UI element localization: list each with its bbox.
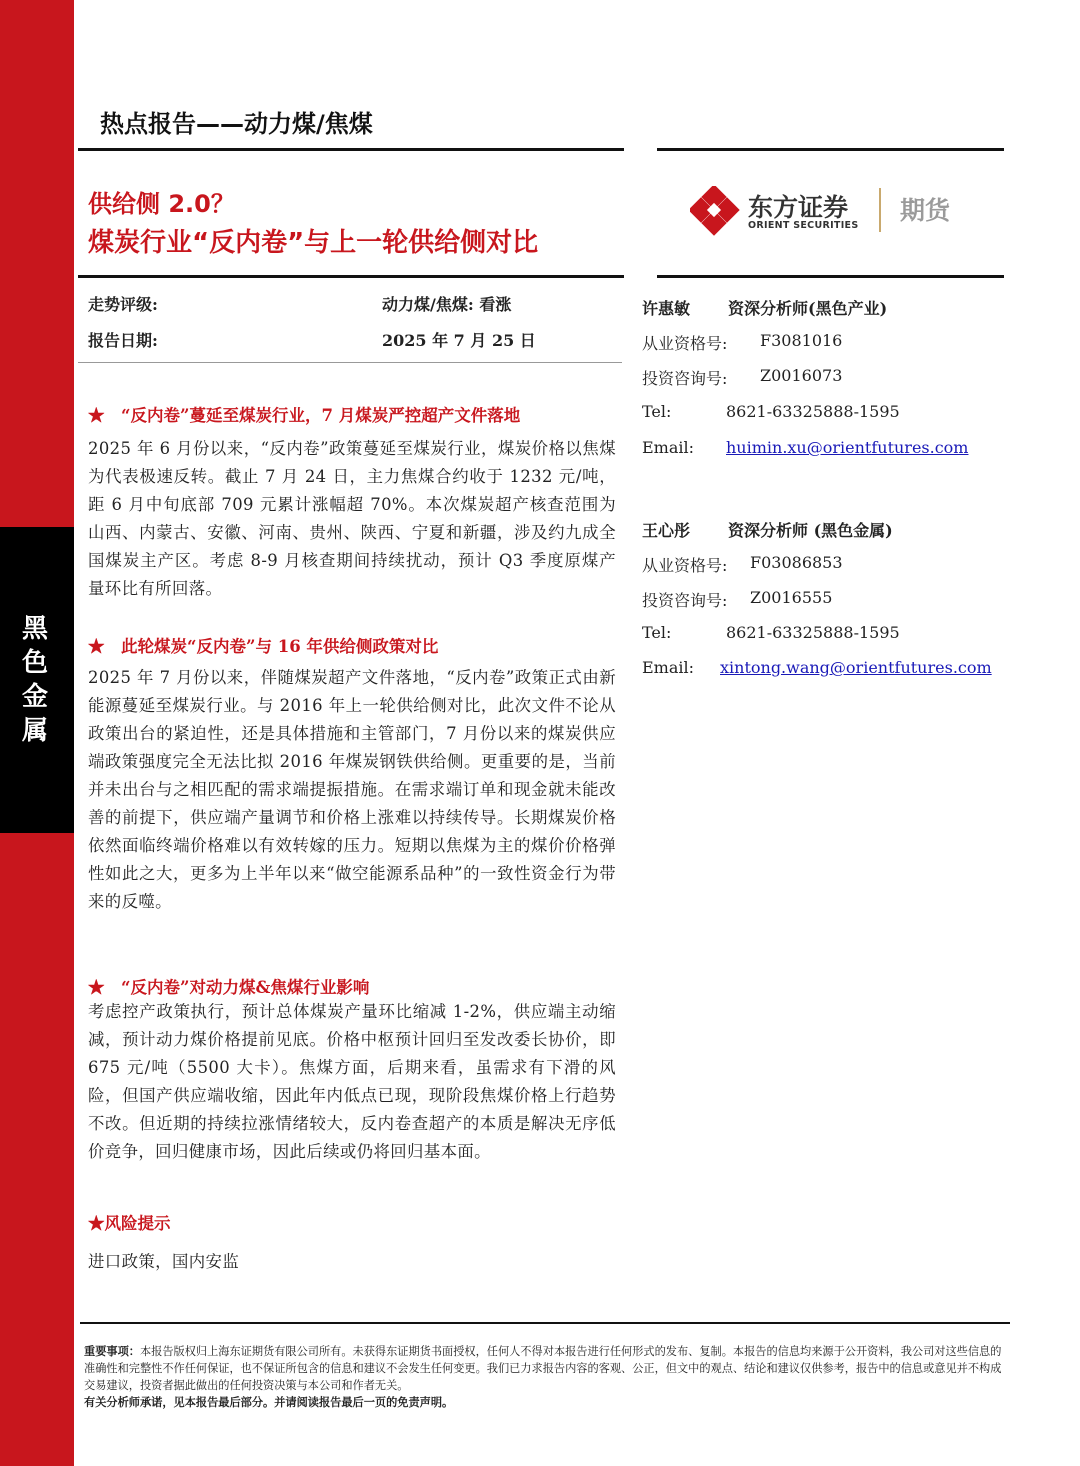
date-value: 2025 年 7 月 25 日 bbox=[382, 331, 536, 350]
division-name: 期货 bbox=[900, 196, 951, 225]
rating-label: 走势评级: bbox=[88, 295, 158, 314]
title-line-2: 煤炭行业“反内卷”与上一轮供给侧对比 bbox=[88, 228, 539, 258]
section-body-1: 2025 年 6 月份以来，“反内卷”政策蔓延至煤炭行业，煤炭价格以焦煤为代表极速反转。截止 7 月 24 日，主力焦煤合约收于 1232 元/吨，距 6 月中旬底部 709 元累计涨幅超 70%。本次煤炭超产核查范围为山西、内蒙古、安徽、河南、贵州、陕西、宁夏和新疆，涉及约九成全国煤炭主产区。考虑 8-9 月核查期间持续扰动，预计 Q3 季度原煤产量环比有所回落。 bbox=[88, 439, 616, 598]
analyst-2-email-link[interactable]: xintong.wang@orientfutures.com bbox=[720, 658, 992, 677]
analyst-2-cert-label: 从业资格号: bbox=[642, 556, 728, 575]
footer-notice bbox=[84, 1343, 1008, 1411]
company-name-en: ORIENT SECURITIES bbox=[748, 220, 859, 231]
analyst-1-name: 许惠敏 bbox=[642, 299, 691, 318]
footer-notice-text: 本报告版权归上海东证期货有限公司所有。未获得东证期货书面授权，任何人不得对本报告进行任何形式的发布、复制。本报告的信息均来源于公开资料，我公司对这些信息的准确性和完整性不作任何保证，也不保证所包含的信息和建议不会发生任何变更。我们已力求报告内容的客观、公正，但文中的观点、结论和建议仅供参考，报告中的信息或意见并不构成交易建议，投资者据此做出的任何投资决策与本公司和作者无关。 bbox=[84, 1345, 1002, 1392]
category-tab-label: 黑色金属 bbox=[22, 614, 49, 746]
analyst-2-tel-value: 8621-63325888-1595 bbox=[726, 623, 900, 642]
analyst-1-consult-label: 投资咨询号: bbox=[642, 369, 728, 388]
company-logo bbox=[690, 186, 960, 236]
header-rule-left bbox=[78, 148, 624, 151]
analyst-1-cert-value: F3081016 bbox=[760, 331, 843, 350]
title-rule-right bbox=[657, 275, 1004, 278]
report-type-heading: 热点报告——动力煤/焦煤 bbox=[100, 110, 373, 138]
analyst-2-consult-value: Z0016555 bbox=[750, 588, 833, 607]
analyst-2-name: 王心彤 bbox=[642, 521, 691, 540]
title-line-1: 供给侧 2.0？ bbox=[88, 190, 235, 218]
header-rule-right bbox=[657, 148, 1004, 151]
section-body-2: 2025 年 7 月份以来，伴随煤炭超产文件落地，“反内卷”政策正式由新能源蔓延至煤炭行业。与 2016 年上一轮供给侧对比，此次文件不论从政策出台的紧迫性，还是具体措施和主管部门，7 月份以来的煤炭供应端政策强度完全无法比拟 2016 年煤炭钢铁供给侧。更重要的是，当前并未出台与之相匹配的需求端提振措施。在需求端订单和现金就未能改善的前提下，供应端产量调节和价格上涨难以持续传导。长期煤炭价格依然面临终端价格难以有效转嫁的压力。短期以焦煤为主的煤价价格弹性如此之大，更多为上半年以来“做空能源系品种”的一致性资金行为带来的反噬。 bbox=[88, 668, 616, 911]
section-heading-1: ★ “反内卷”蔓延至煤炭行业，7 月煤炭严控超产文件落地 bbox=[88, 406, 521, 425]
analyst-2-title: 资深分析师 (黑色金属) bbox=[728, 521, 893, 540]
section-heading-3: ★ “反内卷”对动力煤&焦煤行业影响 bbox=[88, 978, 370, 997]
category-tab-label-wrap bbox=[22, 612, 58, 748]
meta-rule bbox=[78, 362, 622, 363]
footer-rule bbox=[80, 1322, 1010, 1324]
risk-heading: ★风险提示 bbox=[88, 1214, 171, 1233]
analyst-2-consult-label: 投资咨询号: bbox=[642, 591, 728, 610]
analyst-2-cert-value: F03086853 bbox=[750, 553, 843, 572]
analyst-2-tel-label: Tel: bbox=[642, 623, 672, 642]
risk-body: 进口政策，国内安监 bbox=[88, 1252, 240, 1271]
title-rule-left bbox=[78, 275, 624, 278]
rating-value: 动力煤/焦煤: 看涨 bbox=[382, 295, 512, 314]
footer-notice-label: 重要事项： bbox=[84, 1344, 140, 1358]
analyst-1-title: 资深分析师(黑色产业) bbox=[728, 299, 888, 318]
date-label: 报告日期: bbox=[88, 331, 158, 350]
analyst-1-cert-label: 从业资格号: bbox=[642, 334, 728, 353]
analyst-1-tel-value: 8621-63325888-1595 bbox=[726, 402, 900, 421]
section-heading-2: ★ 此轮煤炭“反内卷”与 16 年供给侧政策对比 bbox=[88, 637, 439, 656]
analyst-1-email-link[interactable]: huimin.xu@orientfutures.com bbox=[726, 438, 969, 457]
footer-disclaimer: 有关分析师承诺，见本报告最后部分。并请阅读报告最后一页的免责声明。 bbox=[84, 1395, 454, 1409]
analyst-1-consult-value: Z0016073 bbox=[760, 366, 843, 385]
section-body-3: 考虑控产政策执行，预计总体煤炭产量环比缩减 1-2%，供应端主动缩减，预计动力煤价格提前见底。价格中枢预计回归至发改委长协价，即 675 元/吨（5500 大卡）。焦煤方面，后期来看，虽需求有下滑的风险，但国产供应端收缩，因此年内低点已现，现阶段焦煤价格上行趋势不改。但近期的持续拉涨情绪较大，反内卷查超产的本质是解决无序低价竞争，回归健康市场，因此后续或仍将回归基本面。 bbox=[88, 1002, 616, 1161]
analyst-1-tel-label: Tel: bbox=[642, 402, 672, 421]
analyst-1-email-label: Email: bbox=[642, 438, 695, 457]
analyst-2-email-label: Email: bbox=[642, 658, 695, 677]
company-name: 东方证券 bbox=[748, 193, 849, 222]
